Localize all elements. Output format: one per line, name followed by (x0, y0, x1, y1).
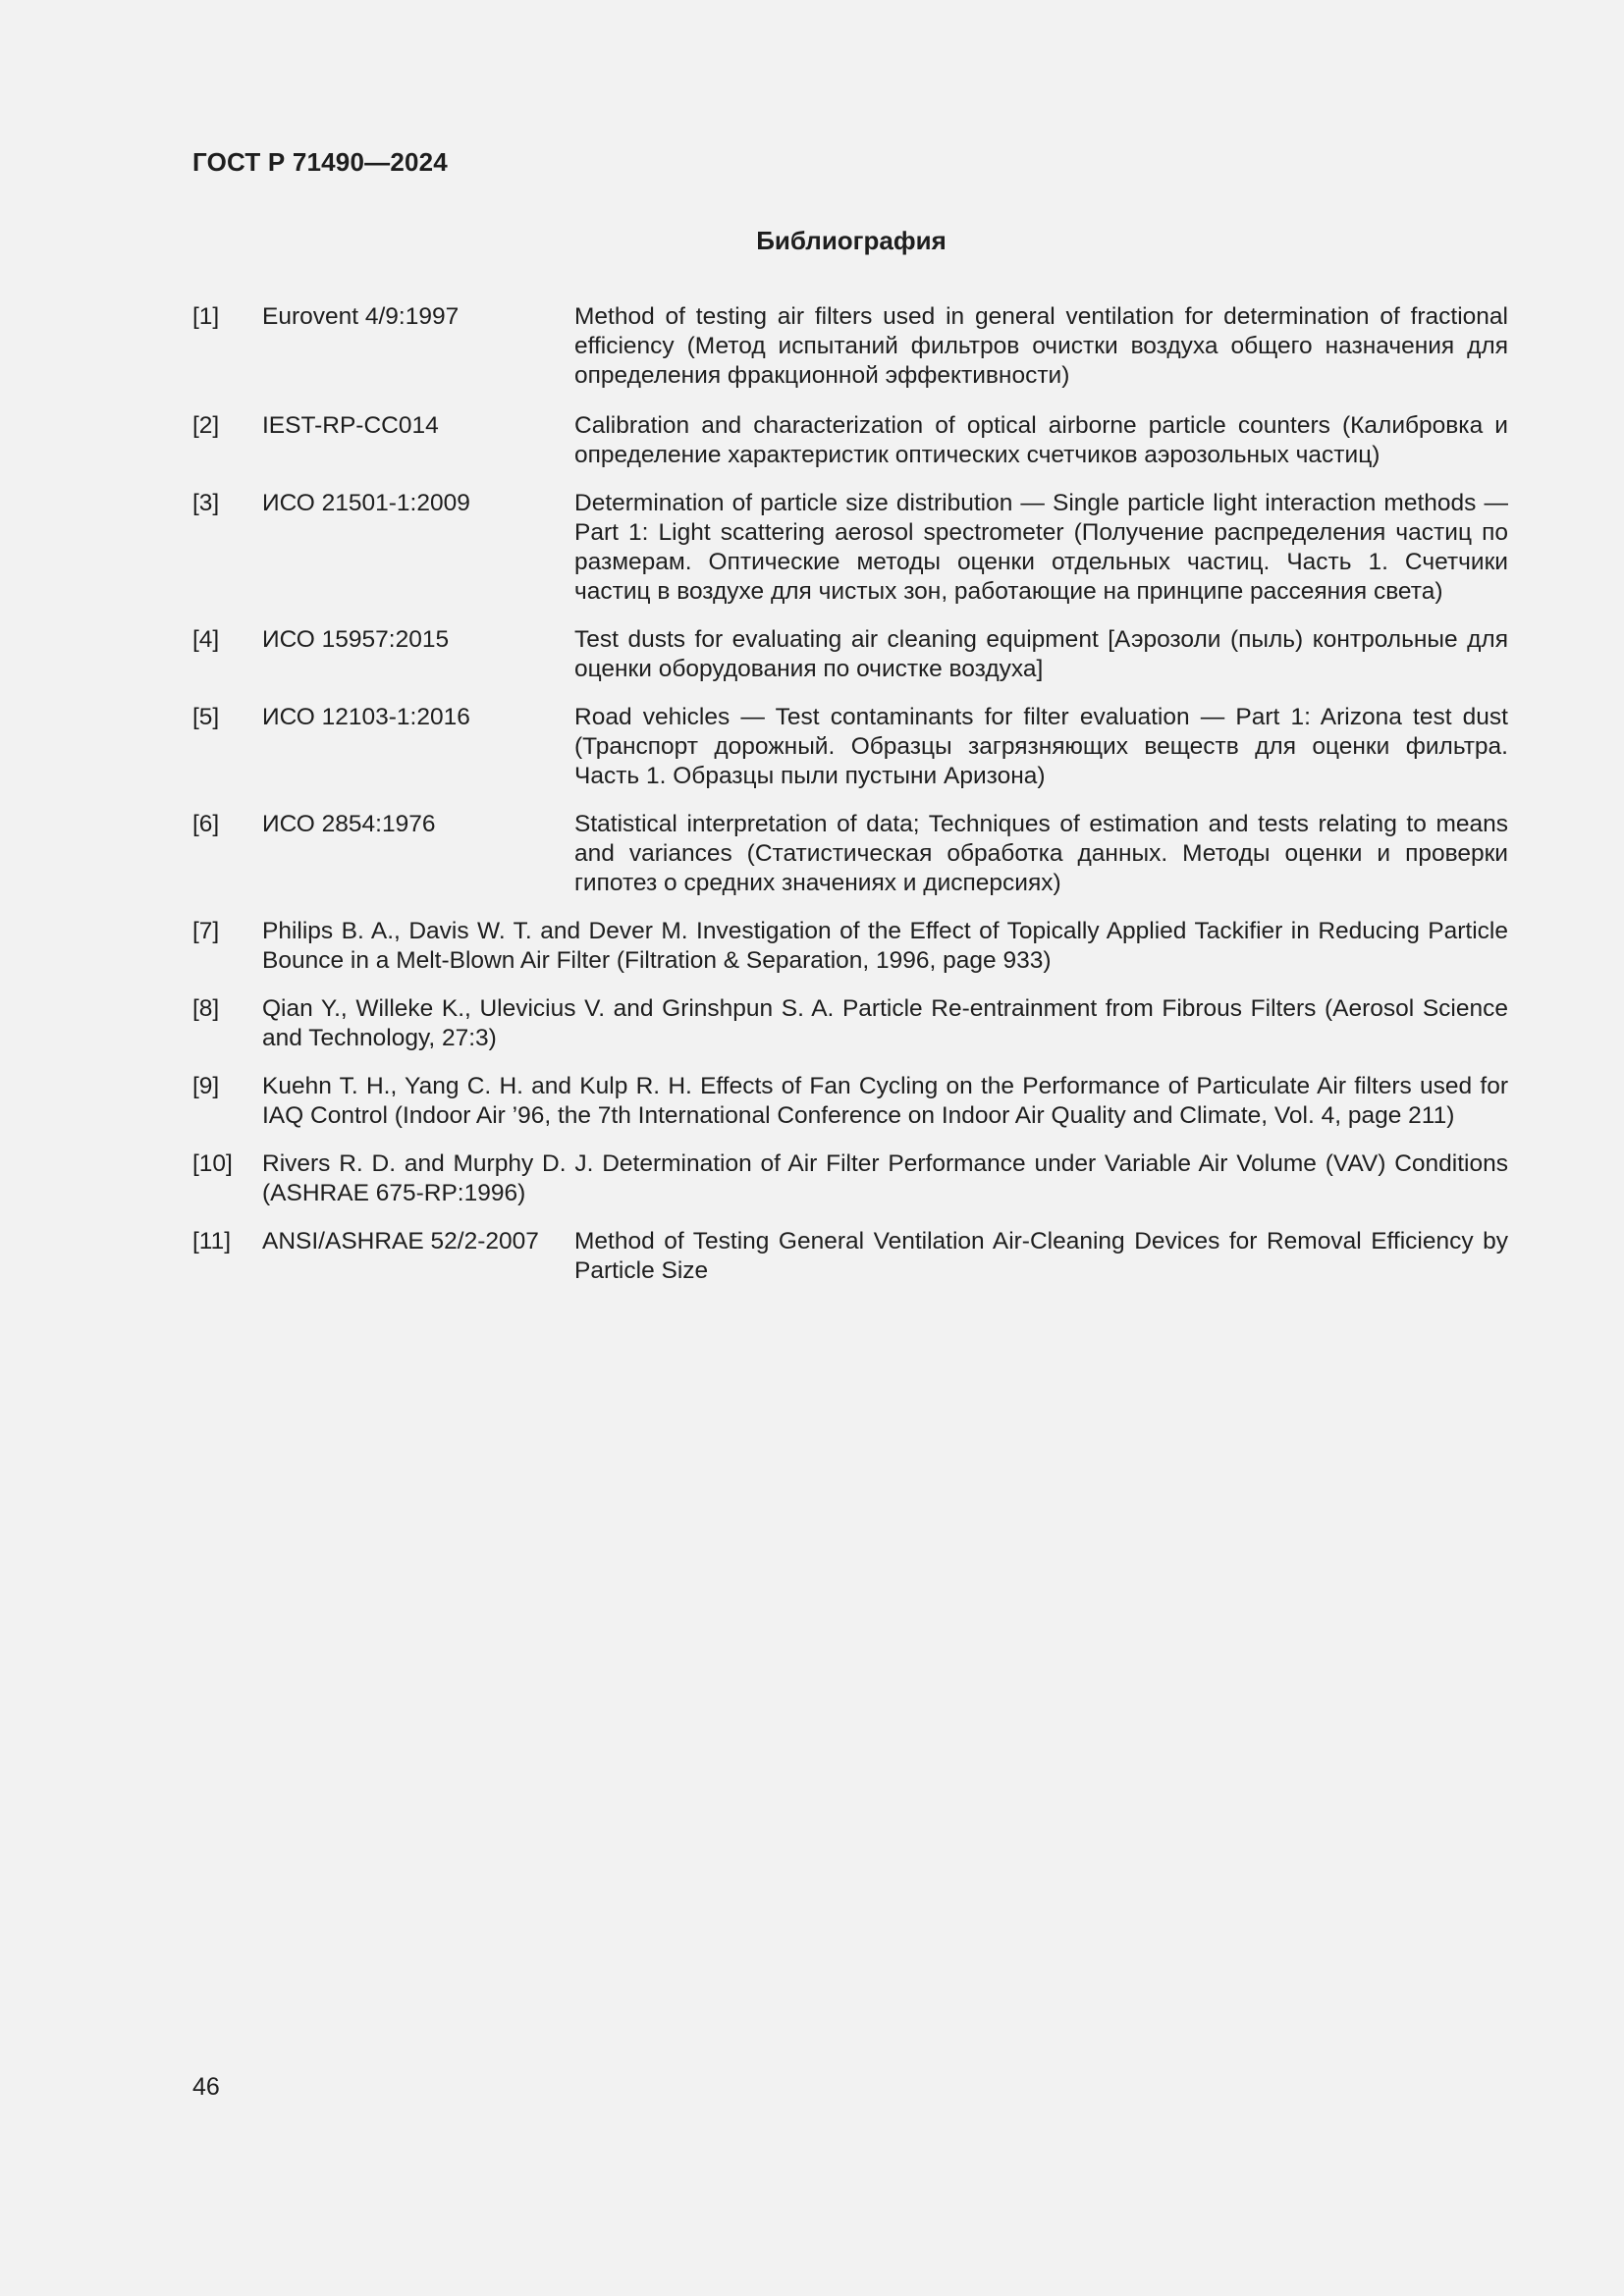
entry-standard-code: ИСО 21501-1:2009 (262, 490, 470, 516)
entry-description: Method of testing air filters used in general ventilation for determination of fractional efficiency (Метод испытаний фильтров очистки воздуха общего назначения для определения фракционной эффективности) (574, 303, 1508, 389)
bibliography-entry (192, 302, 1508, 391)
entry-description: Test dusts for evaluating air cleaning equipment [Аэрозоли (пыль) контрольные для оценки оборудования по очистке воздуха] (574, 626, 1508, 682)
entry-number: [11] (192, 1228, 232, 1255)
bibliography-entry (192, 703, 1508, 791)
document-id-header: ГОСТ Р 71490—2024 (192, 147, 448, 177)
entry-citation: Qian Y., Willeke K., Ulevicius V. and Grinshpun S. A. Particle Re-entrainment from Fibrous Filters (Aerosol Science and Technology, 27:3) (262, 995, 1508, 1051)
entry-number: [3] (192, 490, 220, 516)
entry-citation: Kuehn T. H., Yang C. H. and Kulp R. H. Effects of Fan Cycling on the Performance of Particulate Air filters used for IAQ Control (Indoor Air ’96, the 7th International Conference on Indoor Air Quality and Climate, Vol. 4, page 211) (262, 1073, 1508, 1129)
entry-number: [7] (192, 918, 220, 944)
entry-description: Method of Testing General Ventilation Air-Cleaning Devices for Removal Efficiency by Particle Size (574, 1228, 1508, 1284)
entry-standard-code: ИСО 15957:2015 (262, 626, 450, 653)
entry-standard-code: ИСО 2854:1976 (262, 811, 436, 837)
entry-description: Statistical interpretation of data; Techniques of estimation and tests relating to means and variances (Статистическая обработка данных. Методы оценки и проверки гипотез о средних значениях и дисперсиях) (574, 811, 1508, 896)
bibliography-entry (192, 1149, 1508, 1208)
bibliography-list (192, 302, 1508, 1286)
entry-citation: Rivers R. D. and Murphy D. J. Determination of Air Filter Performance under Variable Air Volume (VAV) Conditions (ASHRAE 675-RP:1996) (262, 1150, 1508, 1206)
entry-number: [10] (192, 1150, 233, 1177)
entry-standard-code: Eurovent 4/9:1997 (262, 303, 460, 330)
entry-description: Calibration and characterization of optical airborne particle counters (Калибровка и определение характеристик оптических счетчиков аэрозольных частиц) (574, 412, 1508, 468)
entry-description: Determination of particle size distribution — Single particle light interaction methods — Part 1: Light scattering aerosol spectrometer (Получение распределения частиц по размерам. Оптические методы оценки отдельных частиц. Часть 1. Счетчики частиц в воздухе для чистых зон, работающие на принципе рассеяния света) (574, 490, 1508, 605)
bibliography-entry (192, 1072, 1508, 1131)
bibliography-entry (192, 489, 1508, 607)
entry-number: [5] (192, 704, 220, 730)
entry-standard-code: ИСО 12103-1:2016 (262, 704, 470, 730)
entry-number: [9] (192, 1073, 220, 1099)
entry-description: Road vehicles — Test contaminants for filter evaluation — Part 1: Arizona test dust (Транспорт дорожный. Образцы загрязняющих веществ для оценки фильтра. Часть 1. Образцы пыли пустыни Аризона) (574, 704, 1508, 789)
entry-number: [1] (192, 303, 220, 330)
page-number: 46 (192, 2073, 220, 2101)
entry-standard-code: IEST-RP-CC014 (262, 412, 439, 439)
entry-number: [2] (192, 412, 220, 439)
bibliography-entry (192, 411, 1508, 470)
bibliography-entry (192, 1227, 1508, 1286)
bibliography-entry (192, 917, 1508, 976)
entry-standard-code: ANSI/ASHRAE 52/2-2007 (262, 1228, 539, 1255)
bibliography-entry (192, 810, 1508, 898)
bibliography-title: Библиография (756, 226, 947, 255)
bibliography-entry (192, 994, 1508, 1053)
entry-number: [8] (192, 995, 220, 1022)
entry-citation: Philips B. A., Davis W. T. and Dever M. Investigation of the Effect of Topically Applied Tackifier in Reducing Particle Bounce in a Melt-Blown Air Filter (Filtration & Separation, 1996, page 933) (262, 918, 1508, 974)
entry-number: [6] (192, 811, 220, 837)
entry-number: [4] (192, 626, 220, 653)
bibliography-entry (192, 625, 1508, 684)
